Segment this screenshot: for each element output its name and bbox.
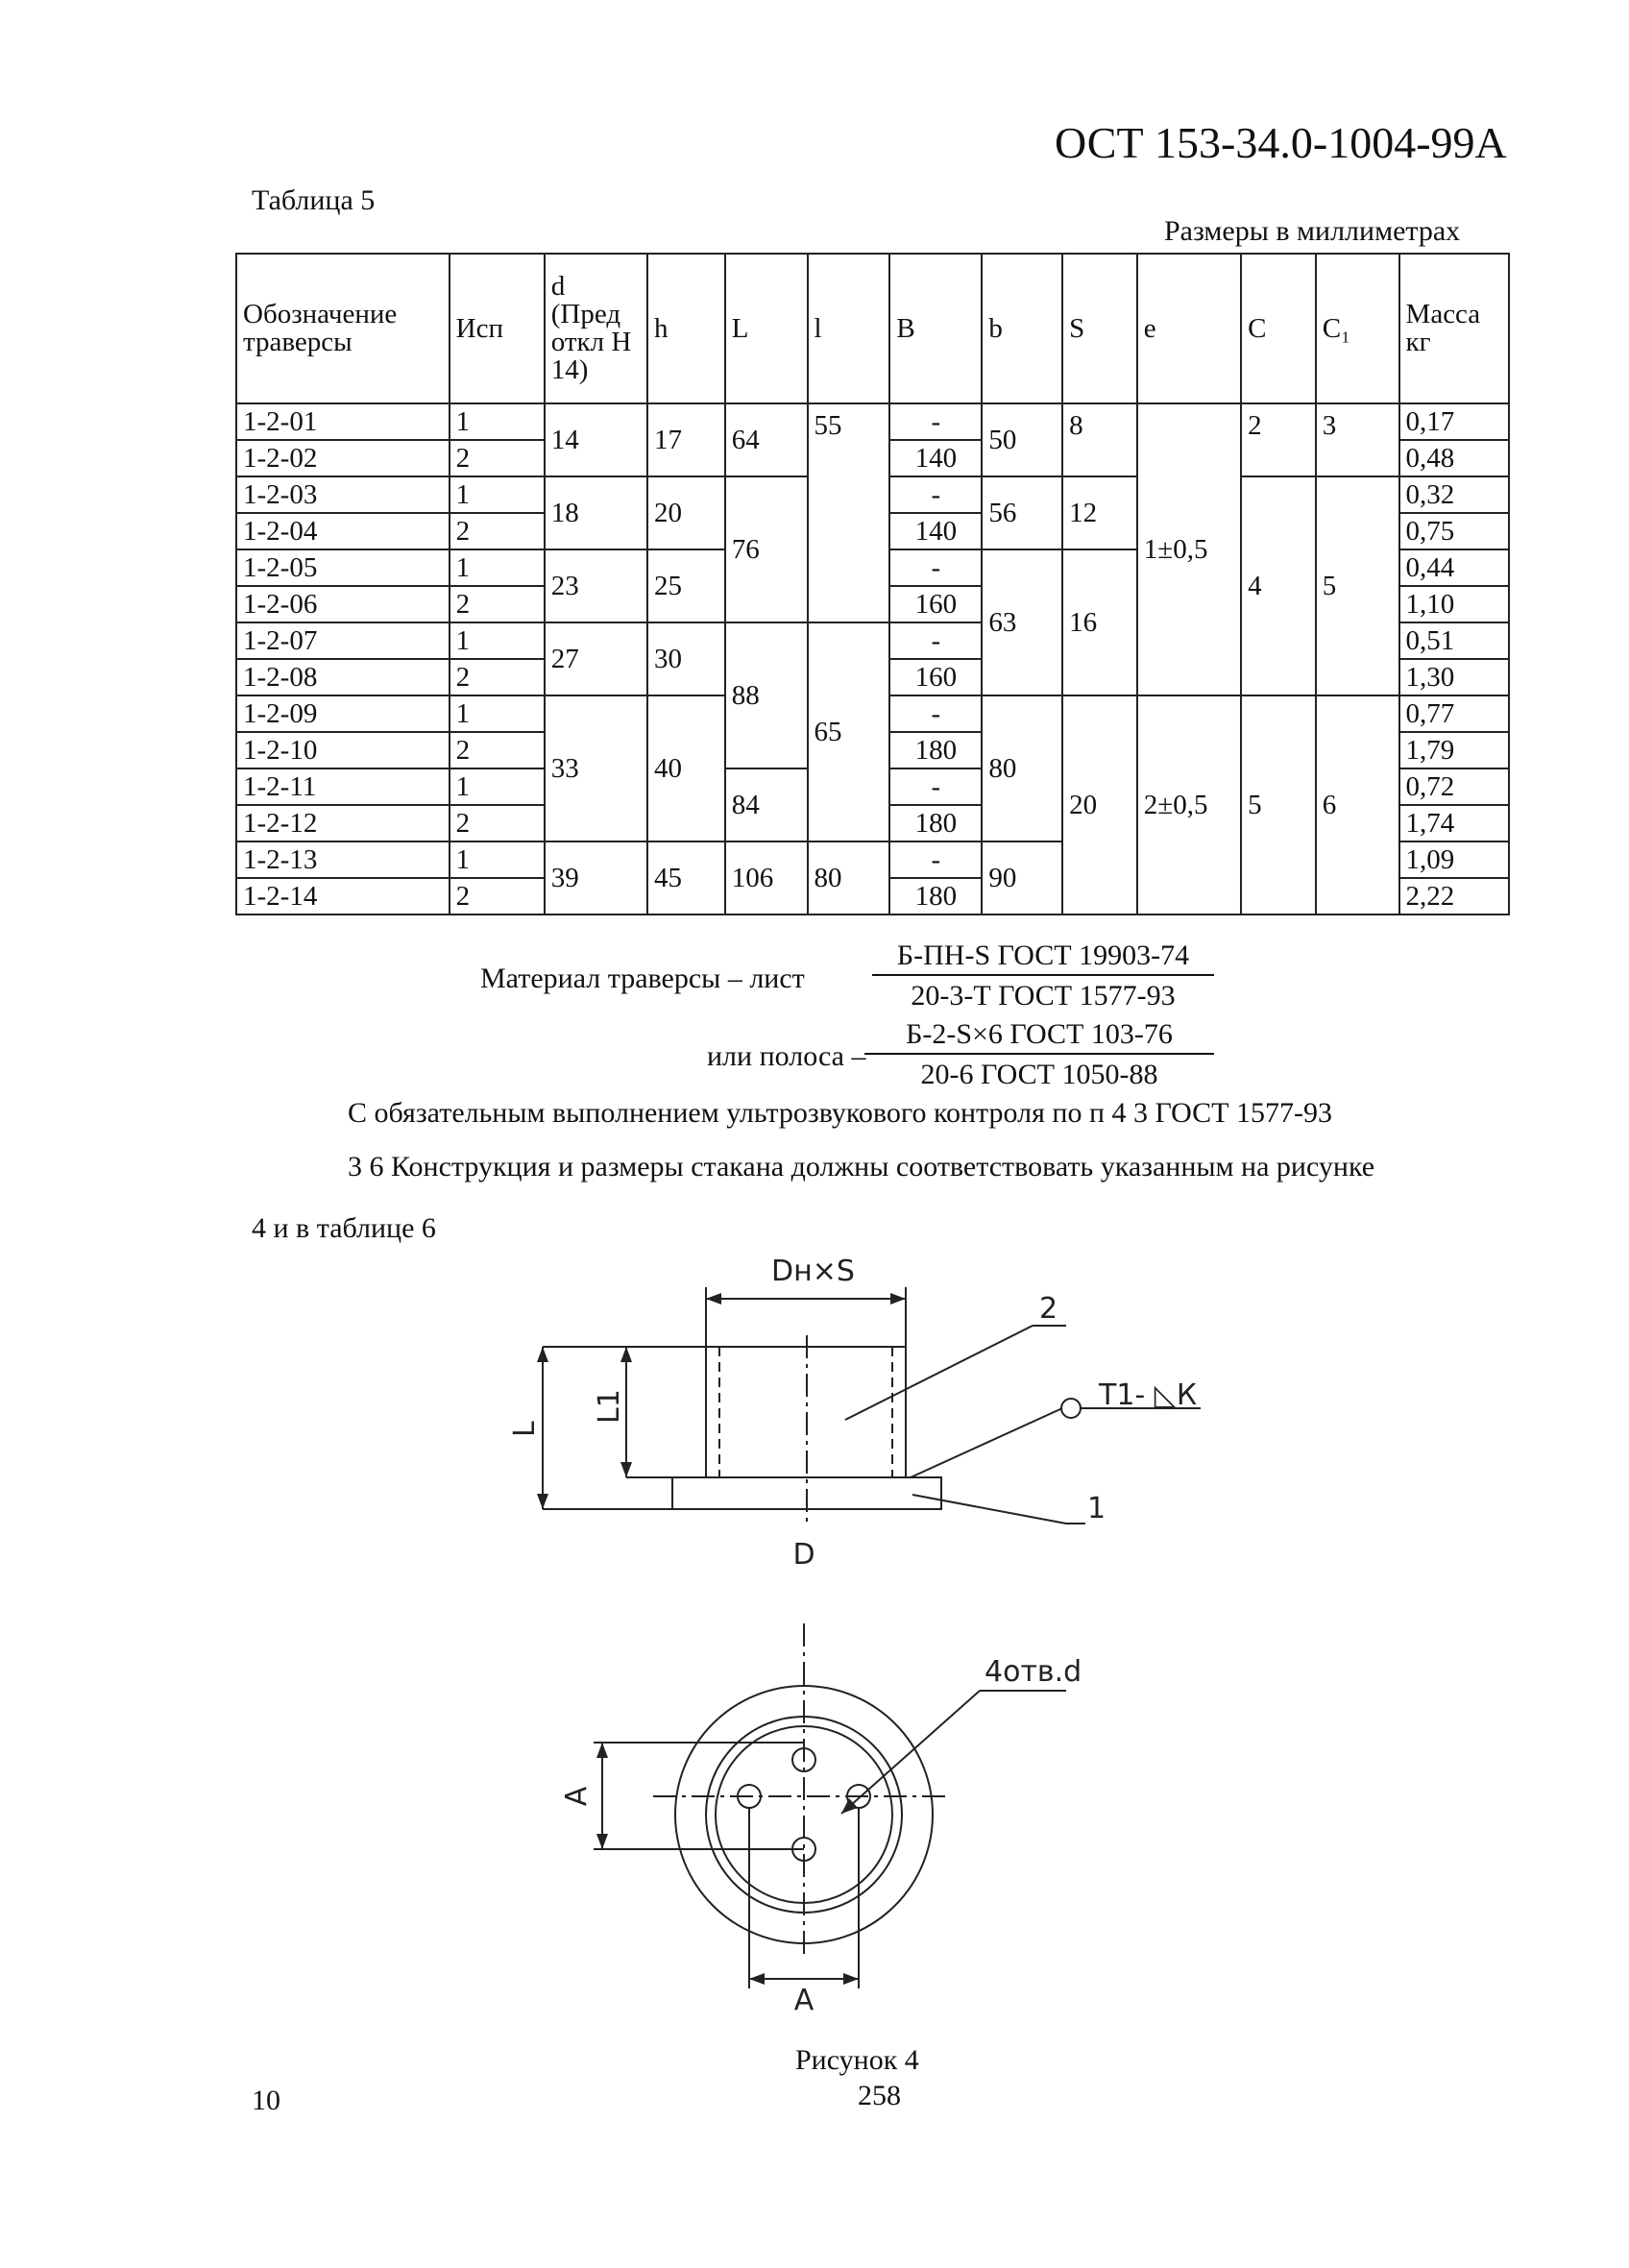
cell-mass: 0,44 [1399,549,1509,586]
cell-e: 2±0,5 [1137,695,1241,915]
cell-L: 88 [725,622,808,768]
cell-h: 20 [647,476,725,549]
cell-S: 12 [1062,476,1137,549]
cell-designation: 1-2-10 [236,732,450,768]
material-sheet-label: Материал траверсы – лист [480,963,805,994]
cell-B: - [889,622,982,659]
cell-b: 50 [982,403,1062,476]
cell-designation: 1-2-04 [236,513,450,549]
cell-d: 14 [545,403,647,476]
weld-mark: Т1- ◺К [1099,1378,1198,1412]
cell-mass: 1,30 [1399,659,1509,695]
cell-version: 2 [450,732,545,768]
cell-L: 106 [725,841,808,915]
cell-version: 2 [450,513,545,549]
cell-designation: 1-2-05 [236,549,450,586]
cell-C1: 3 [1316,403,1399,476]
cell-B: 180 [889,732,982,768]
ultrasonic-note: С обязательным выполнением ультрозвукового контроля по п 4 3 ГОСТ 1577-93 [348,1097,1332,1129]
cell-l: 65 [808,622,890,841]
cell-C: 5 [1241,695,1316,915]
cell-designation: 1-2-12 [236,805,450,841]
cell-version: 2 [450,440,545,476]
col-d: d (Пред откл Н 14) [545,254,647,403]
figure-caption: Рисунок 4 [795,2044,919,2076]
cell-l: 55 [808,403,890,622]
cell-h: 40 [647,695,725,841]
col-version: Исп [450,254,545,403]
cell-mass: 0,48 [1399,440,1509,476]
cell-mass: 0,72 [1399,768,1509,805]
cell-B: 160 [889,586,982,622]
cell-S: 8 [1062,403,1137,476]
cell-C: 4 [1241,476,1316,695]
cell-d: 18 [545,476,647,549]
holes-note: 4отв.d [985,1655,1082,1689]
cell-version: 2 [450,586,545,622]
cell-S: 20 [1062,695,1137,915]
cell-designation: 1-2-11 [236,768,450,805]
cell-version: 1 [450,841,545,878]
cell-designation: 1-2-09 [236,695,450,732]
cell-B: - [889,476,982,513]
cell-designation: 1-2-13 [236,841,450,878]
cell-d: 39 [545,841,647,915]
cell-B: 160 [889,659,982,695]
cell-h: 17 [647,403,725,476]
cell-mass: 0,75 [1399,513,1509,549]
cell-designation: 1-2-02 [236,440,450,476]
cell-version: 2 [450,805,545,841]
cell-designation: 1-2-07 [236,622,450,659]
dim-label-dn-s: Dн×S [771,1255,855,1288]
cell-e: 1±0,5 [1137,403,1241,695]
cell-version: 1 [450,768,545,805]
cell-B: - [889,841,982,878]
cell-mass: 1,79 [1399,732,1509,768]
col-S: S [1062,254,1137,403]
units-note: Размеры в миллиметрах [1164,215,1461,247]
paragraph-3-6-line1: 3 6 Конструкция и размеры стакана должны соответствовать указанным на рисунке [348,1151,1375,1183]
col-C: C [1241,254,1316,403]
cell-mass: 0,77 [1399,695,1509,732]
material-sheet-numerator: Б-ПН-S ГОСТ 19903-74 [872,939,1214,976]
page-number-left: 10 [252,2085,280,2116]
leader-label-2: 2 [1039,1292,1058,1326]
cell-C1: 5 [1316,476,1399,695]
col-C1: C₁ [1316,254,1399,403]
cell-L: 84 [725,768,808,841]
col-b: b [982,254,1062,403]
cell-B: 180 [889,878,982,915]
cell-B: 180 [889,805,982,841]
paragraph-3-6-line2: 4 и в таблице 6 [252,1212,436,1244]
cell-designation: 1-2-03 [236,476,450,513]
col-L: L [725,254,808,403]
cell-designation: 1-2-08 [236,659,450,695]
cell-d: 27 [545,622,647,695]
page-number-center: 258 [858,2080,901,2111]
col-designation: Обозначение траверсы [236,254,450,403]
dim-label-D: D [792,1538,815,1572]
cell-b: 80 [982,695,1062,841]
cell-mass: 0,32 [1399,476,1509,513]
material-strip-label: или полоса – [707,1040,866,1072]
cell-l: 80 [808,841,890,915]
cell-B: - [889,695,982,732]
cell-mass: 2,22 [1399,878,1509,915]
cell-version: 1 [450,403,545,440]
leader-label-1: 1 [1087,1492,1106,1525]
cell-h: 25 [647,549,725,622]
cell-version: 1 [450,476,545,513]
dim-label-L: L [508,1421,542,1437]
cell-designation: 1-2-01 [236,403,450,440]
cell-S: 16 [1062,549,1137,695]
cell-L: 64 [725,403,808,476]
table-title: Таблица 5 [252,184,376,216]
cell-version: 2 [450,659,545,695]
cell-B: - [889,768,982,805]
cell-mass: 1,74 [1399,805,1509,841]
cell-C1: 6 [1316,695,1399,915]
cell-h: 30 [647,622,725,695]
cell-version: 1 [450,549,545,586]
cell-h: 45 [647,841,725,915]
cell-B: 140 [889,440,982,476]
cell-b: 90 [982,841,1062,915]
cell-mass: 0,17 [1399,403,1509,440]
cell-version: 1 [450,622,545,659]
cell-version: 1 [450,695,545,732]
cell-B: - [889,403,982,440]
cell-mass: 0,51 [1399,622,1509,659]
col-h: h [647,254,725,403]
col-mass: Масса кг [1399,254,1509,403]
cell-L: 76 [725,476,808,622]
dim-label-A-vertical: A [560,1786,594,1807]
cell-b: 63 [982,549,1062,695]
col-e: e [1137,254,1241,403]
cell-b: 56 [982,476,1062,549]
material-strip-numerator: Б-2-S×6 ГОСТ 103-76 [864,1018,1214,1055]
material-strip-denominator: 20-6 ГОСТ 1050-88 [920,1059,1158,1090]
cell-B: 140 [889,513,982,549]
dim-label-L1: L1 [593,1389,626,1424]
cell-designation: 1-2-14 [236,878,450,915]
material-sheet-denominator: 20-3-Т ГОСТ 1577-93 [911,980,1176,1012]
cell-mass: 1,09 [1399,841,1509,878]
cell-designation: 1-2-06 [236,586,450,622]
dim-label-A-horizontal: A [793,1984,814,2017]
cell-d: 33 [545,695,647,841]
cell-C: 2 [1241,403,1316,476]
cell-mass: 1,10 [1399,586,1509,622]
document-code: ОСТ 153-34.0-1004-99А [1055,118,1507,167]
cell-d: 23 [545,549,647,622]
cell-version: 2 [450,878,545,915]
cell-B: - [889,549,982,586]
col-B: B [889,254,982,403]
col-l: l [808,254,890,403]
